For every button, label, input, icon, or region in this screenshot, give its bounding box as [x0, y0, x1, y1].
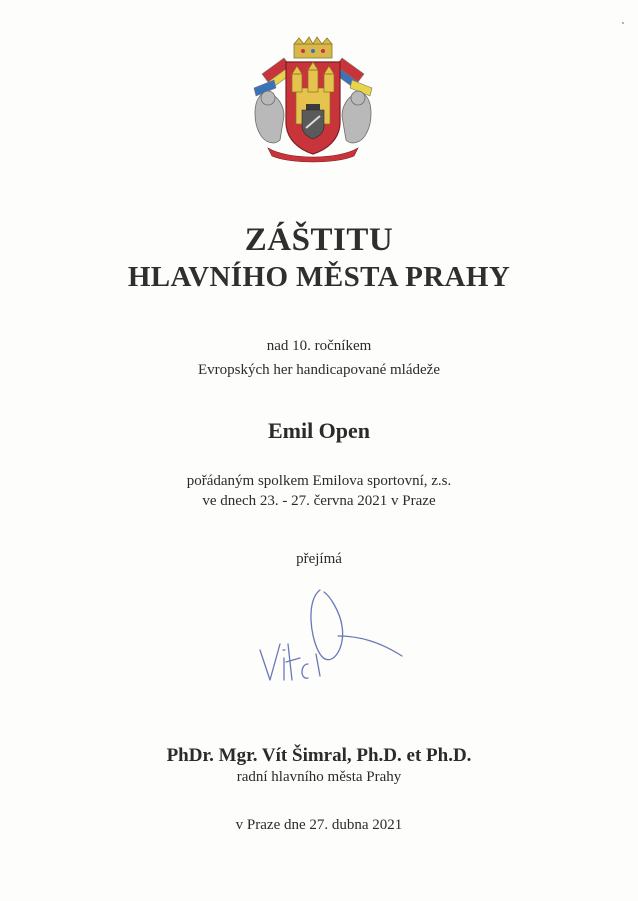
organizer-line-2: ve dnech 23. - 27. června 2021 v Praze — [202, 493, 436, 509]
handwritten-signature-icon — [250, 580, 410, 690]
intro-line-2: Evropských her handicapované mládeže — [198, 362, 440, 378]
prague-coat-of-arms-icon — [244, 36, 382, 164]
event-name: Emil Open — [267, 418, 371, 443]
signer-role: radní hlavního města Prahy — [236, 769, 402, 785]
heading-line-1: ZÁŠTITU — [244, 222, 394, 258]
date-line: v Praze dne 27. dubna 2021 — [235, 817, 403, 833]
accept-word: přejímá — [296, 551, 342, 567]
heading-line-2: HLAVNÍHO MĚSTA PRAHY — [127, 261, 511, 293]
signer-name: PhDr. Mgr. Vít Šimral, Ph.D. et Ph.D. — [166, 745, 472, 766]
paper-speck — [622, 22, 624, 24]
organizer-line-1: pořádaným spolkem Emilova sportovní, z.s. — [186, 473, 452, 489]
intro-line-1: nad 10. ročníkem — [266, 338, 372, 354]
